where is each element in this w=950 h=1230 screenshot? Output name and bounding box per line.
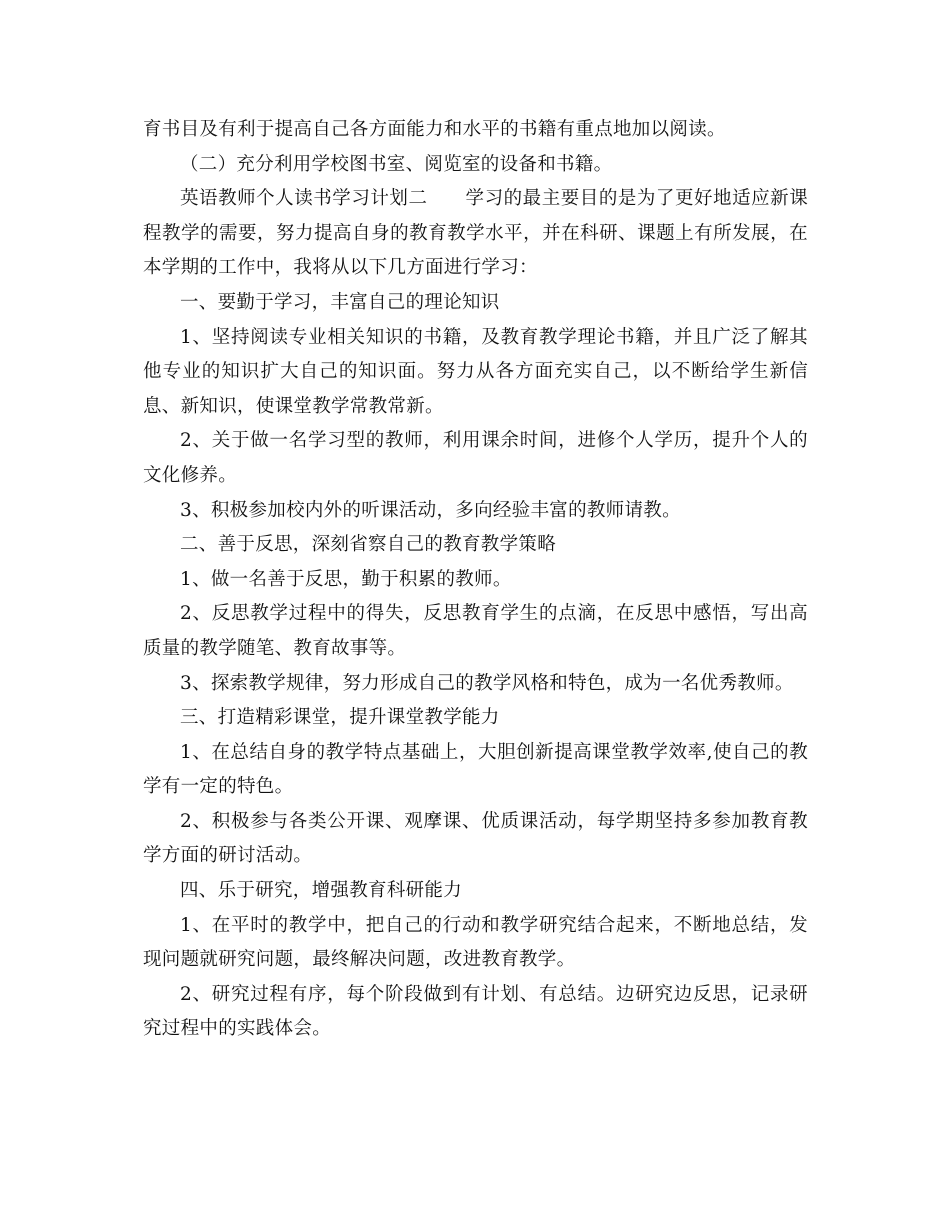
paragraph: 育书目及有利于提高自己各方面能力和水平的书籍有重点地加以阅读。 bbox=[143, 119, 726, 140]
paragraph: （二）充分利用学校图书室、阅览室的设备和书籍。 bbox=[180, 153, 613, 175]
paragraph: 英语教师个人读书学习计划二 学习的最主要目的是为了更好地适应新课程教学的需要，努力提高自身的教育教学水平，并在科研、课题上有所发展，在本学期的工作中，我将从以下几方面进行学习： bbox=[143, 188, 808, 279]
paragraph: 2、研究过程有序，每个阶段做到有计划、有总结。边研究边反思，记录研究过程中的实践体会。 bbox=[143, 983, 808, 1040]
section-heading: 二、善于反思，深刻省察自己的教育教学策略 bbox=[180, 534, 557, 556]
paragraph: 3、探索教学规律，努力形成自己的教学风格和特色，成为一名优秀教师。 bbox=[180, 672, 794, 694]
paragraph: 3、积极参加校内外的听课活动，多向经验丰富的教师请教。 bbox=[180, 499, 681, 521]
paragraph: 1、在总结自身的教学特点基础上，大胆创新提高课堂教学效率,使自己的教学有一定的特色。 bbox=[143, 741, 808, 798]
paragraph: 1、做一名善于反思，勤于积累的教师。 bbox=[180, 568, 512, 590]
paragraph: 1、在平时的教学中，把自己的行动和教学研究结合起来，不断地总结，发现问题就研究问题，最终解决问题，改进教育教学。 bbox=[143, 914, 808, 971]
section-heading: 一、要勤于学习，丰富自己的理论知识 bbox=[180, 291, 500, 313]
paragraph: 2、积极参与各类公开课、观摩课、优质课活动，每学期坚持多参加教育教学方面的研讨活动。 bbox=[143, 810, 808, 867]
paragraph: 2、关于做一名学习型的教师，利用课余时间，进修个人学历，提升个人的文化修养。 bbox=[143, 430, 808, 486]
paragraph: 2、反思教学过程中的得失，反思教育学生的点滴，在反思中感悟，写出高质量的教学随笔、教育故事等。 bbox=[143, 603, 808, 659]
paragraph: 1、坚持阅读专业相关知识的书籍，及教育教学理论书籍，并且广泛了解其他专业的知识扩大自己的知识面。努力从各方面充实自己，以不断给学生新信息、新知识，使课堂教学常教常新。 bbox=[143, 326, 808, 417]
section-heading: 三、打造精彩课堂，提升课堂教学能力 bbox=[180, 707, 500, 729]
document-body bbox=[143, 113, 808, 1047]
section-heading: 四、乐于研究，增强教育科研能力 bbox=[180, 880, 463, 902]
